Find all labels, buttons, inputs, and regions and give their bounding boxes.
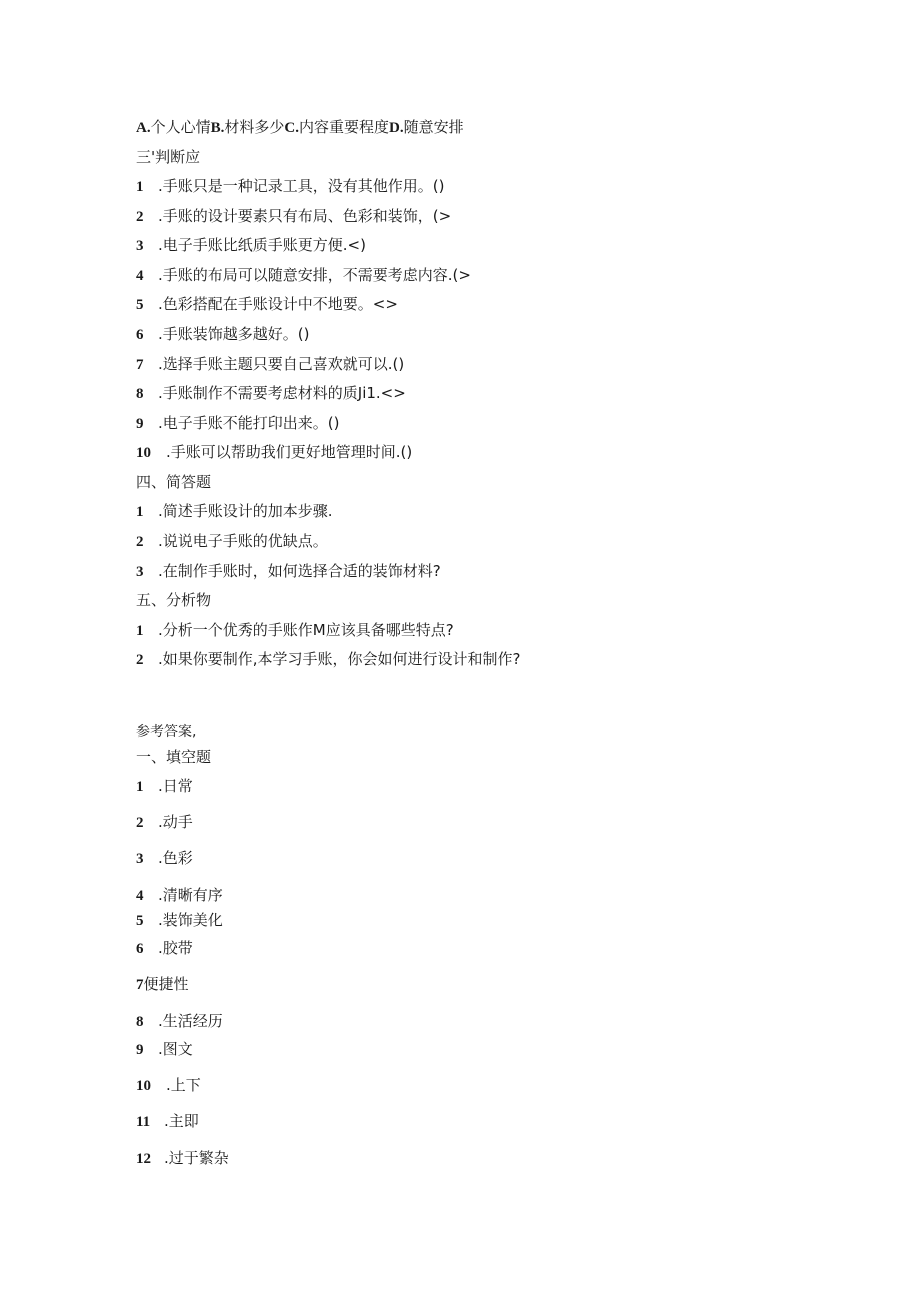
item-number: 9	[136, 416, 144, 432]
item-number: 5	[136, 297, 144, 313]
judgement-item	[136, 354, 404, 375]
item-text: .手账的布局可以随意安排，不需要考虑内容.(>	[158, 266, 471, 284]
analysis-item	[136, 620, 454, 641]
judgement-item	[136, 413, 339, 434]
short-answer-item	[136, 561, 441, 582]
answer-item	[136, 885, 223, 906]
option-b-letter: B.	[210, 120, 225, 136]
item-text: .手账只是一种记录工具，没有其他作用。()	[158, 177, 445, 195]
item-number: 2	[136, 534, 144, 550]
judgement-item	[136, 442, 412, 463]
answer-item	[136, 1011, 223, 1032]
judgement-item	[136, 206, 451, 227]
item-number: 1	[136, 504, 144, 520]
answer-item	[136, 1039, 193, 1060]
item-text: .生活经历	[158, 1012, 223, 1030]
item-text: .胶带	[158, 939, 193, 957]
item-number: 4	[136, 888, 144, 904]
item-number: 6	[136, 941, 144, 957]
item-text: .动手	[158, 813, 193, 831]
judgement-item	[136, 265, 471, 286]
answer-item	[136, 1111, 199, 1132]
item-text: .手账可以帮助我们更好地管理时间.()	[166, 443, 413, 461]
item-number: 1	[136, 779, 144, 795]
option-b-text: 材料多少	[224, 118, 285, 136]
item-number: 7	[136, 357, 144, 373]
item-text: .色彩	[158, 849, 193, 867]
item-text: .电子手账比纸质手账更方便.<)	[158, 236, 366, 254]
judgement-item	[136, 294, 398, 315]
item-text: .日常	[158, 777, 193, 795]
item-text: .分析一个优秀的手账作M应该具备哪些特点?	[158, 621, 454, 639]
item-text: .色彩搭配在手账设计中不地要。<>	[158, 295, 398, 313]
option-d-letter: D.	[389, 120, 404, 136]
item-text: .清晰有序	[158, 886, 223, 904]
answer-item	[136, 812, 193, 833]
analysis-item	[136, 649, 521, 670]
item-number: 1	[136, 179, 144, 195]
judgement-item	[136, 235, 366, 256]
option-a-letter: A.	[136, 120, 151, 136]
item-number: 4	[136, 268, 144, 284]
item-text: .选择手账主题只要自己喜欢就可以.()	[158, 355, 405, 373]
item-number: 3	[136, 564, 144, 580]
item-number: 9	[136, 1042, 144, 1058]
section-heading-short-answer: 四、简答题	[136, 473, 212, 491]
item-text: .电子手账不能打印出来。()	[158, 414, 340, 432]
item-number: 2	[136, 652, 144, 668]
item-number: 2	[136, 209, 144, 225]
item-number: 5	[136, 913, 144, 929]
item-text: .装饰美化	[158, 911, 223, 929]
item-text: .手账的设计要素只有布局、色彩和装饰，(>	[158, 207, 452, 225]
item-number: 3	[136, 238, 144, 254]
item-text: .上下	[166, 1076, 201, 1094]
section-heading-judgement: 三'判断应	[136, 148, 201, 166]
item-text: .主即	[164, 1112, 199, 1130]
answer-item	[136, 776, 193, 797]
option-c-text: 内容重要程度	[298, 118, 389, 136]
item-number: 3	[136, 851, 144, 867]
short-answer-item	[136, 531, 328, 552]
item-number: 11	[136, 1114, 151, 1130]
answer-item	[136, 910, 223, 931]
section-heading-analysis: 五、分析物	[136, 591, 212, 609]
answer-item	[136, 1148, 229, 1169]
option-c-letter: C.	[284, 120, 299, 136]
section-heading-fill-blank: 一、填空题	[136, 748, 212, 766]
item-text: .在制作手账时，如何选择合适的装饰材料?	[158, 562, 441, 580]
item-text: .图文	[158, 1040, 193, 1058]
item-text: 便捷性	[143, 975, 189, 993]
judgement-item	[136, 176, 444, 197]
item-number: 10	[136, 1078, 151, 1094]
item-text: .简述手账设计的加本步骤.	[158, 502, 333, 520]
item-text: .手账装饰越多越好。()	[158, 325, 310, 343]
answer-item	[136, 974, 189, 995]
short-answer-item	[136, 501, 333, 522]
item-number: 6	[136, 327, 144, 343]
answers-title: 参考答案,	[136, 724, 197, 740]
judgement-item	[136, 383, 406, 404]
item-text: .说说电子手账的优缺点。	[158, 532, 328, 550]
item-number: 8	[136, 1014, 144, 1030]
item-number: 7	[136, 977, 144, 993]
item-number: 2	[136, 815, 144, 831]
answer-item	[136, 1075, 201, 1096]
item-text: .过于繁杂	[164, 1149, 229, 1167]
item-number: 10	[136, 445, 151, 461]
answer-item	[136, 938, 193, 959]
judgement-item	[136, 324, 309, 345]
answer-item	[136, 848, 193, 869]
option-d-text: 随意安排	[403, 118, 464, 136]
item-number: 8	[136, 386, 144, 402]
option-a-text: 个人心情	[150, 118, 211, 136]
choice-options-line	[136, 117, 464, 138]
item-text: .如果你要制作,本学习手账，你会如何进行设计和制作?	[158, 650, 521, 668]
item-number: 1	[136, 623, 144, 639]
item-text: .手账制作不需要考虑材料的质Ji1.<>	[158, 384, 406, 402]
item-number: 12	[136, 1151, 151, 1167]
